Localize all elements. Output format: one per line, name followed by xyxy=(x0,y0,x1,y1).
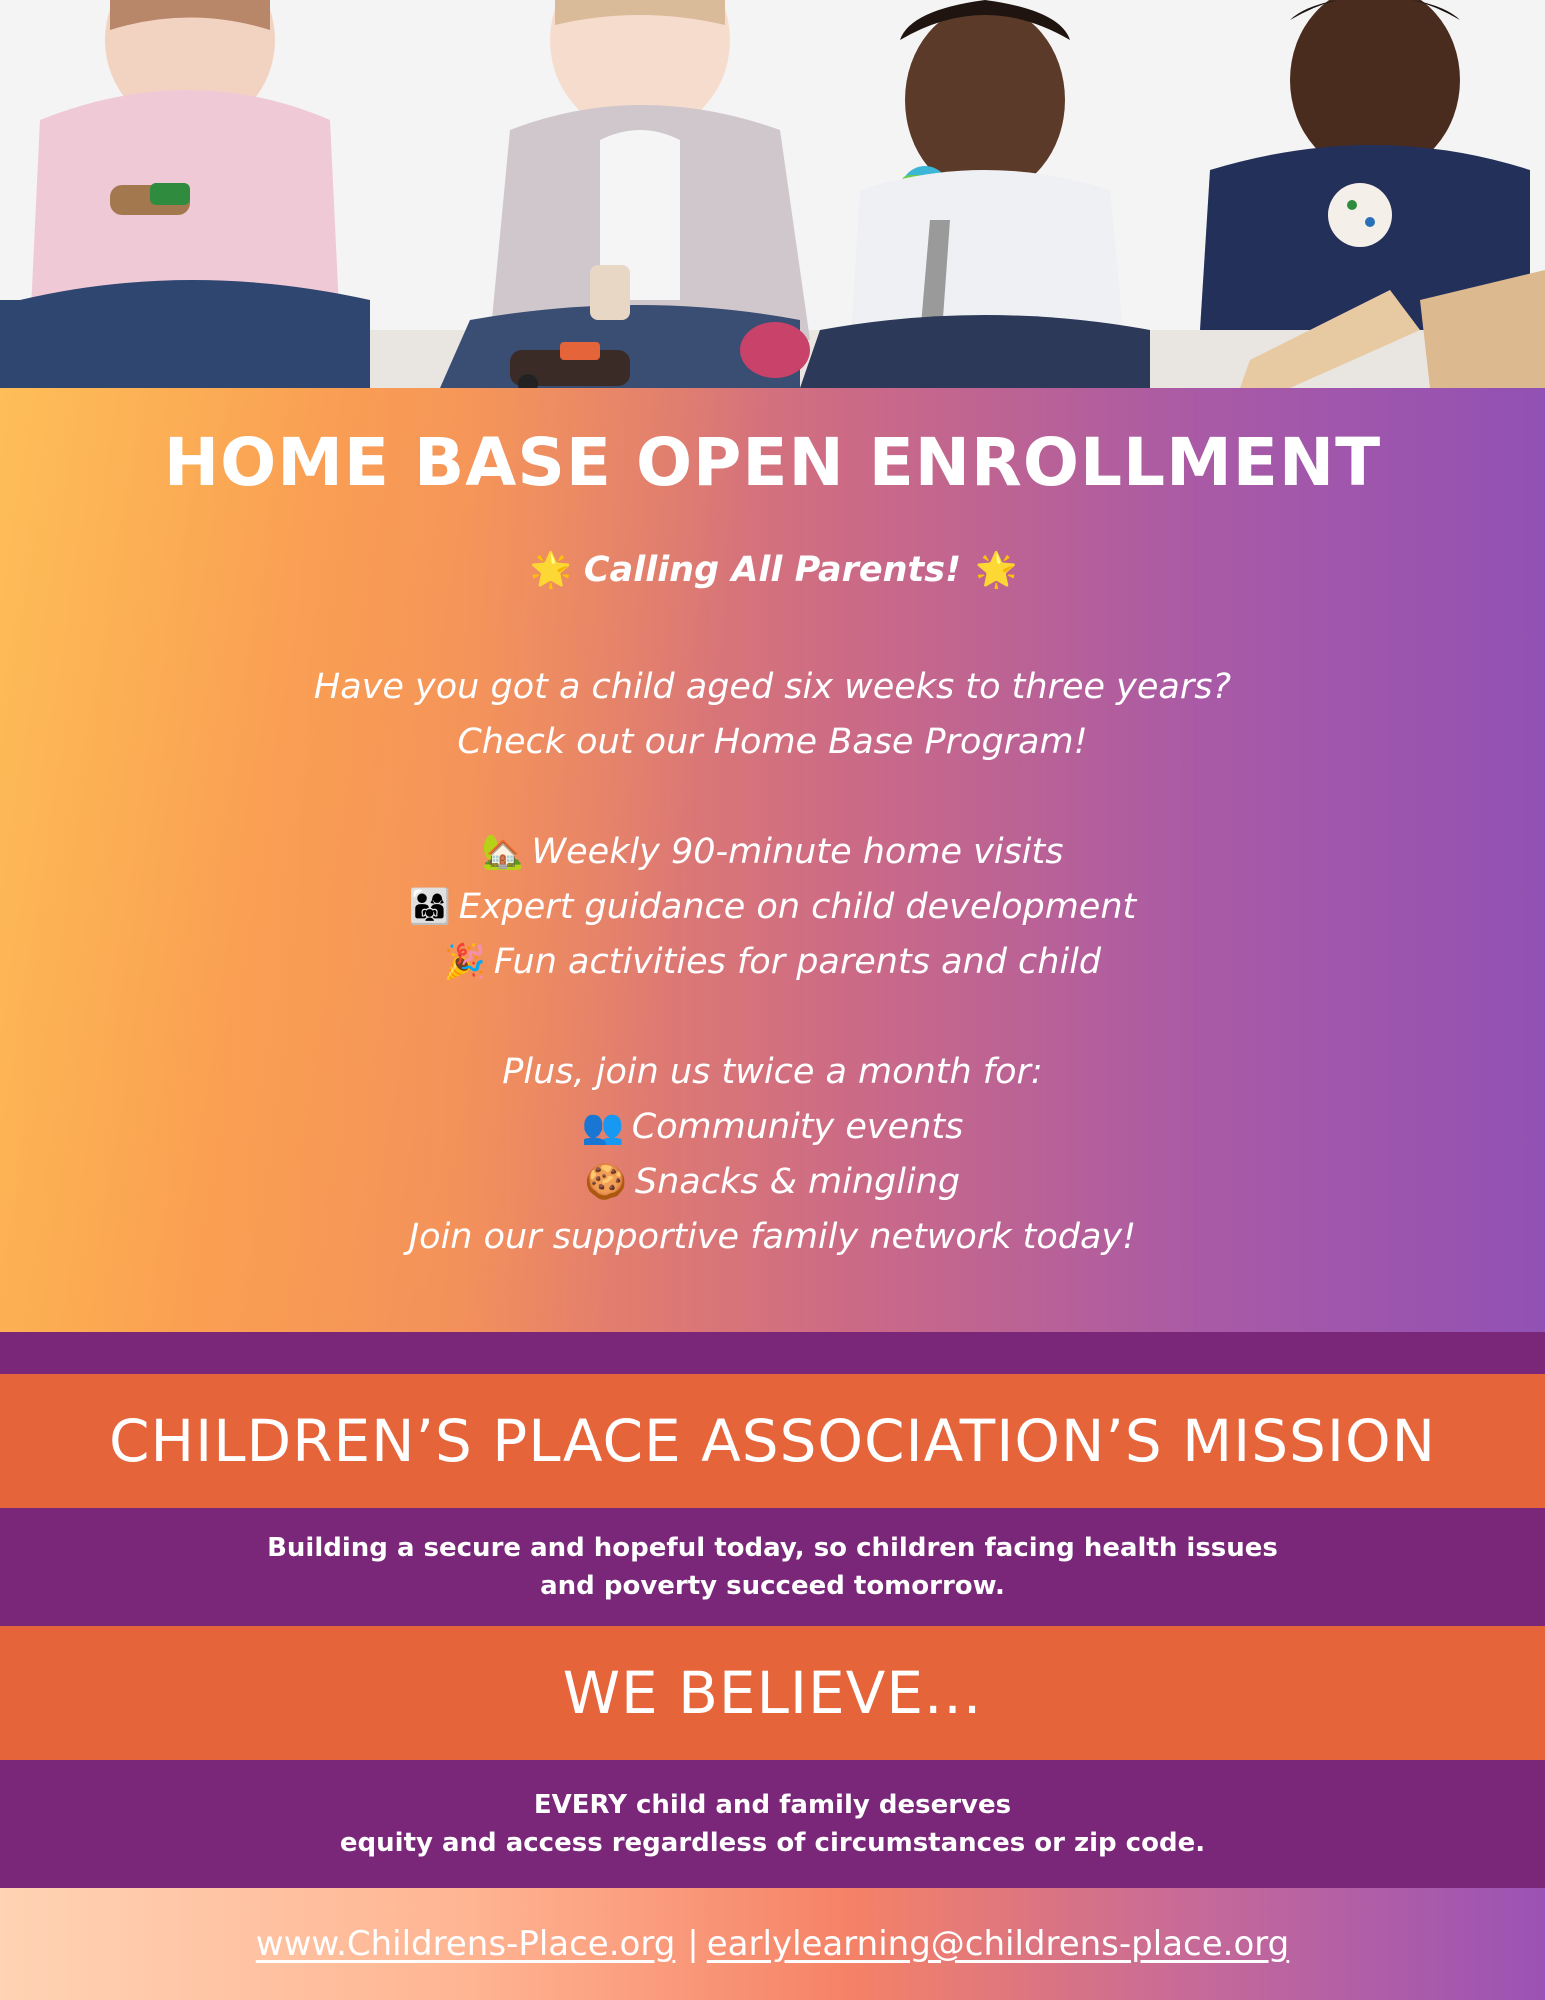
divider-band xyxy=(0,1332,1545,1374)
cookie-icon: 🍪 xyxy=(584,1162,628,1202)
benefit-item xyxy=(0,880,1545,935)
believe-text-line: EVERY child and family deserves xyxy=(533,1790,1012,1820)
believe-text-line: equity and access regardless of circumstances or zip code. xyxy=(339,1828,1206,1858)
monthly-item xyxy=(0,1155,1545,1210)
page-title: HOME BASE OPEN ENROLLMENT xyxy=(163,424,1382,501)
benefit-text: Fun activities for parents and child xyxy=(493,942,1102,982)
mission-text-line: Building a secure and hopeful today, so children facing health issues xyxy=(267,1533,1278,1563)
party-popper-icon: 🎉 xyxy=(443,942,487,982)
house-icon: 🏡 xyxy=(481,832,524,872)
mission-text-band xyxy=(0,1508,1545,1626)
mission-text-line: and poverty succeed tomorrow. xyxy=(540,1571,1005,1601)
believe-heading-band xyxy=(0,1626,1545,1760)
sun-icon: 🌟 xyxy=(529,550,573,590)
children-illustration xyxy=(0,0,1545,388)
family-icon: 👨‍👩‍👧 xyxy=(408,887,452,927)
people-icon: 👥 xyxy=(581,1107,625,1147)
subtitle-text: Calling All Parents! xyxy=(583,550,962,590)
believe-heading: WE BELIEVE... xyxy=(562,1659,983,1727)
benefit-item xyxy=(0,935,1545,990)
benefit-item xyxy=(0,825,1545,880)
monthly-intro: Plus, join us twice a month for: xyxy=(502,1052,1043,1092)
believe-text-band xyxy=(0,1760,1545,1888)
hero-section xyxy=(0,388,1545,1332)
subtitle xyxy=(0,550,1545,590)
mission-heading: CHILDREN’S PLACE ASSOCIATION’S MISSION xyxy=(109,1407,1436,1475)
footer-separator: | xyxy=(687,1924,699,1964)
intro-line: Have you got a child aged six weeks to three years? xyxy=(313,667,1232,707)
mission-heading-band xyxy=(0,1374,1545,1508)
monthly-text: Community events xyxy=(631,1107,964,1147)
benefit-text: Weekly 90-minute home visits xyxy=(531,832,1064,872)
benefit-text: Expert guidance on child development xyxy=(458,887,1137,927)
email-link[interactable]: earlylearning@childrens-place.org xyxy=(706,1924,1290,1964)
hero-body xyxy=(0,660,1545,1265)
website-link[interactable]: www.Childrens-Place.org xyxy=(255,1924,676,1964)
intro-line: Check out our Home Base Program! xyxy=(457,722,1088,762)
children-photo xyxy=(0,0,1545,388)
monthly-text: Snacks & mingling xyxy=(634,1162,961,1202)
monthly-item xyxy=(0,1100,1545,1155)
closing-line: Join our supportive family network today! xyxy=(408,1217,1137,1257)
sun-icon: 🌟 xyxy=(975,550,1018,590)
footer xyxy=(0,1888,1545,2000)
